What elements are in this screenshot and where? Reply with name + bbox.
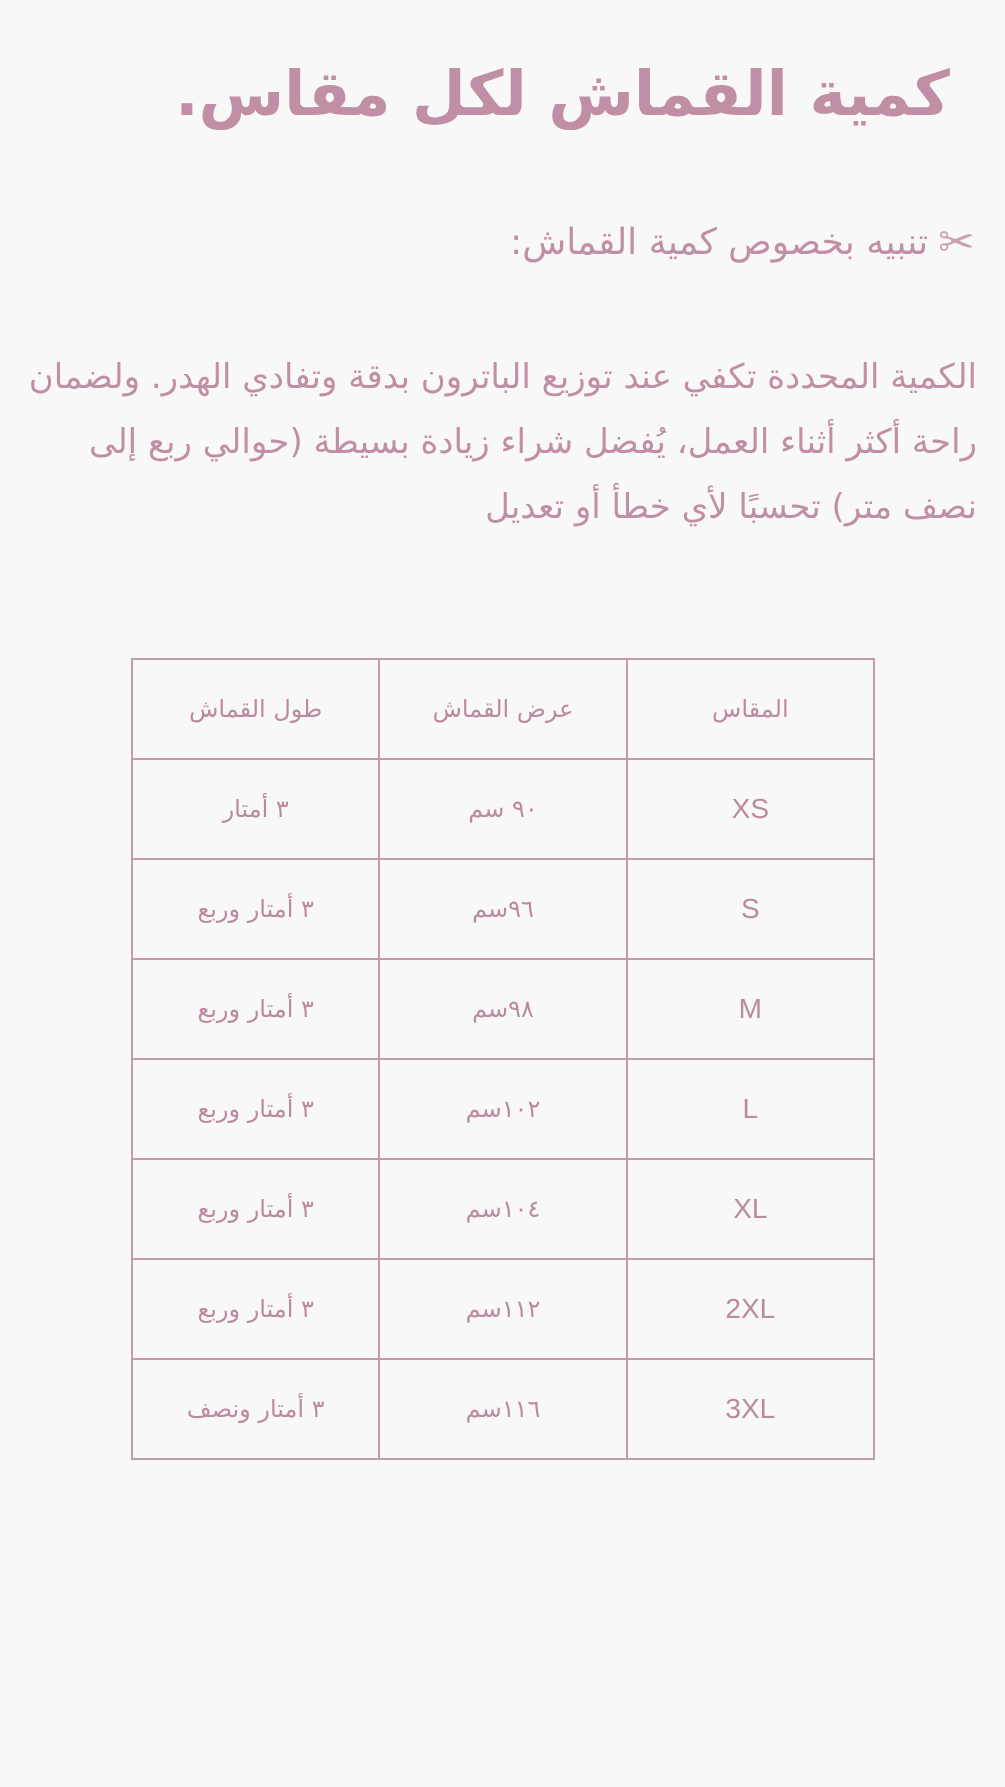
length-cell: ٣ أمتار وربع bbox=[132, 1259, 379, 1359]
length-cell: ٣ أمتار وربع bbox=[132, 1159, 379, 1259]
size-table bbox=[131, 658, 875, 1460]
width-cell: ١٠٢سم bbox=[379, 1059, 626, 1159]
width-cell: ٩٠ سم bbox=[379, 759, 626, 859]
header-fabric-length: طول القماش bbox=[132, 659, 379, 759]
size-cell: L bbox=[627, 1059, 874, 1159]
table-row bbox=[132, 1359, 874, 1459]
size-cell: 2XL bbox=[627, 1259, 874, 1359]
width-cell: ٩٦سم bbox=[379, 859, 626, 959]
table-header-row bbox=[132, 659, 874, 759]
length-cell: ٣ أمتار وربع bbox=[132, 859, 379, 959]
size-cell: XL bbox=[627, 1159, 874, 1259]
size-cell: M bbox=[627, 959, 874, 1059]
length-cell: ٣ أمتار bbox=[132, 759, 379, 859]
table-row bbox=[132, 759, 874, 859]
size-cell: 3XL bbox=[627, 1359, 874, 1459]
length-cell: ٣ أمتار وربع bbox=[132, 1059, 379, 1159]
scissors-icon: ✂ bbox=[938, 217, 975, 268]
table-row bbox=[132, 1059, 874, 1159]
width-cell: ١١٢سم bbox=[379, 1259, 626, 1359]
fabric-notice bbox=[510, 216, 975, 270]
table-row bbox=[132, 1259, 874, 1359]
length-cell: ٣ أمتار وربع bbox=[132, 959, 379, 1059]
page-title: كمية القماش لكل مقاس. bbox=[175, 57, 950, 130]
width-cell: ١٠٤سم bbox=[379, 1159, 626, 1259]
size-cell: XS bbox=[627, 759, 874, 859]
notice-body: الكمية المحددة تكفي عند توزيع الباترون بدقة وتفادي الهدر. ولضمان راحة أكثر أثناء العمل، يُفضل شراء زيادة بسيطة (حوالي ربع إلى نصف متر) تحسبًا لأي خطأ أو تعديل bbox=[28, 357, 977, 527]
header-size: المقاس bbox=[627, 659, 874, 759]
length-cell: ٣ أمتار ونصف bbox=[132, 1359, 379, 1459]
notice-heading: تنبيه بخصوص كمية القماش: bbox=[510, 222, 929, 263]
width-cell: ٩٨سم bbox=[379, 959, 626, 1059]
table-row bbox=[132, 1159, 874, 1259]
table-row bbox=[132, 959, 874, 1059]
header-fabric-width: عرض القماش bbox=[379, 659, 626, 759]
table-row bbox=[132, 859, 874, 959]
size-cell: S bbox=[627, 859, 874, 959]
width-cell: ١١٦سم bbox=[379, 1359, 626, 1459]
